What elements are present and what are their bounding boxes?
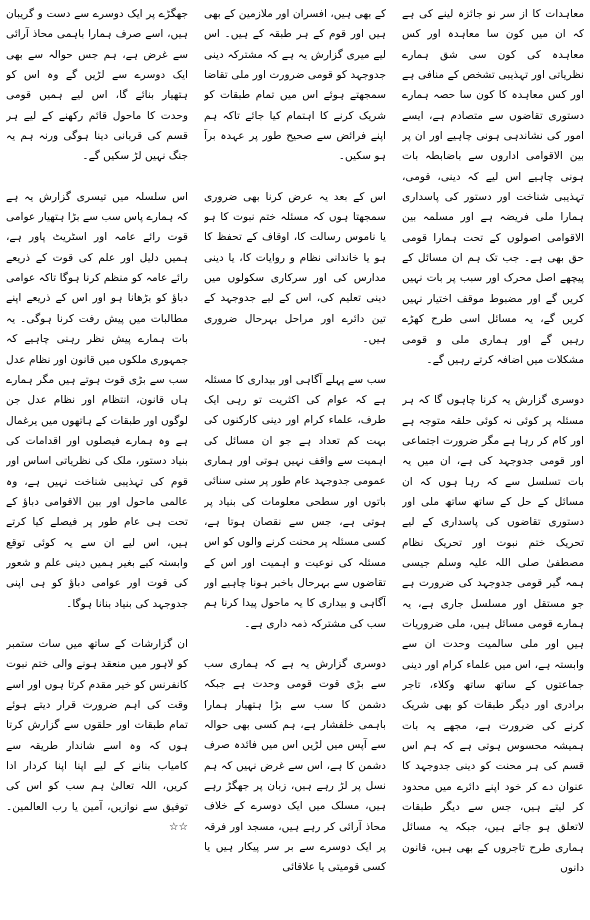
paragraph-gap bbox=[402, 370, 584, 390]
paragraph: معاہدات کا از سر نو جائزہ لینے کی ہے کہ ان میں کون سا معاہدہ اور کس معاہدہ کی کون سی شق ہمارے نظریاتی اور تہذیبی تشخص کے منافی ہے اور کس معاہدہ کا کون سا حصہ ہمارے دستوری تقاضوں سے متصادم ہے، ایسے امور کی نشاندہی ہونی چاہیے اور ان پر بین الاقوامی اداروں سے باضابطہ بات ہونی چاہیے اس لیے کہ دینی، قومی، تہذیبی شناخت اور دستور کی پاسداری ہمارا ملی فریضہ ہے اور مسلمہ بین الاقوامی اصولوں کے تحت ہمارا قومی حق بھی ہے۔ جب تک ہم ان مسائل کے پیچھے اصل محرک اور سبب پر بات نہیں کریں گے اور مضبوط موقف اختیار نہیں کریں گے، یہ مسائل اسی طرح کھڑے رہیں گے اور ہماری ملی و قومی مشکلات میں اضافہ کرتے رہیں گے۔ bbox=[402, 8, 584, 366]
paragraph: سب سے پہلے آگاہی اور بیداری کا مسئلہ ہے کہ عوام کی اکثریت تو رہی ایک طرف، علماء کرام اور دینی کارکنوں کی بہت کم تعداد ہے جو ان مسائل کی اہمیت سے واقف نہیں ہوتی اور ہماری عمومی جدوجہد عام طور پر سنی سنائی باتوں اور سطحی معلومات کی بنیاد پر ہوتی ہے، جس سے نقصان ہوتا ہے، کسی مسئلہ پر محنت کرنے والوں کو اس مسئلہ کی نوعیت و اہمیت اور اس کے تقاضوں سے بہرحال باخبر ہونا چاہیے اور آگاہی و بیداری کا یہ ماحول پیدا کرنا ہم سب کی مشترکہ ذمہ داری ہے۔ bbox=[204, 373, 386, 630]
paragraph: اس سلسلہ میں تیسری گزارش یہ ہے کہ ہمارے پاس سب سے بڑا ہتھیار عوامی قوت رائے عامہ اور اسٹریٹ پاور ہے، ہمیں دلیل اور علم کی قوت کے ذریعے رائے عامہ کو منظم کرنا ہوگا تاکہ عوامی دباؤ کو بڑھانا ہو اور اس کے ذریعے اپنے مطالبات میں پیش رفت کرنا ہوگی۔ یہ بات ہمارے پیش نظر رہنی چاہیے کہ جمہوری ملکوں میں قانون اور نظام عدل سب سے بڑی قوت ہوتے ہیں مگر ہمارے ہاں قانون، انتظام اور نظام عدل جن لوگوں اور طبقات کے ہاتھوں میں یرغمال ہے وہ ہمارے فیصلوں اور اقدامات کی بنیاد دستور، ملک کی نظریاتی اساس اور قوم کی تہذیبی شناخت نہیں ہے، وہ عالمی ماحول اور بین الاقوامی دباؤ کے تحت ہی عام طور پر فیصلے کیا کرتے ہیں، اس لیے ان سے یہ کوئی توقع وابستہ کیے بغیر ہمیں دینی علم و شعور کی قوت اور عوامی دباؤ کو ہی اپنی جدوجہد کی بنیاد بنانا ہوگا۔ bbox=[6, 190, 188, 610]
paragraph: جھگڑے پر ایک دوسرے سے دست و گریبان ہیں، اسے صرف ہمارا باہمی محاذ آرائی سے غرض ہے، ہم جس حوالہ سے بھی ایک دوسرے سے لڑیں گے وہ اس کو ہتھیار بنائے گا، اس لیے ہمیں قومی وحدت کا ماحول قائم رکھنے کے لیے ہر قسم کی قربانی دینا ہوگی ورنہ ہم یہ جنگ نہیں لڑ سکیں گے۔ bbox=[6, 8, 188, 163]
text-column-middle bbox=[204, 4, 386, 916]
paragraph-gap bbox=[204, 350, 386, 370]
paragraph: اس کے بعد یہ عرض کرنا بھی ضروری سمجھتا ہوں کہ مسئلہ ختم نبوت کا ہو یا ناموس رسالت کا، اوقاف کے تحفظ کا ہو یا خاندانی نظام و روایات کا، یا دینی مدارس کی اور سرکاری سکولوں میں دینی تعلیم کی، اس کے لیے جدوجہد کے تین دائرے اور مراحل بہرحال ضروری ہیں۔ bbox=[204, 190, 386, 346]
text-column-left bbox=[6, 4, 188, 916]
paragraph-gap bbox=[6, 167, 188, 187]
paragraph: دوسری گزارش یہ ہے کہ ہماری سب سے بڑی قوت قومی وحدت ہے جبکہ دشمن کا سب سے بڑا ہتھیار ہمارا باہمی خلفشار ہے، ہم کسی بھی حوالہ سے آپس میں لڑیں اس میں فائدہ صرف دشمن کا ہے، اس سے غرض نہیں کہ ہم نسل پر لڑ رہے ہیں، زبان پر جھگڑ رہے ہیں، مسلک میں ایک دوسرے کے خلاف محاذ آرائی کر رہے ہیں، مسجد اور فرقہ پر ایک دوسرے سے بر سر پیکار ہیں یا کسی قومیتی یا علاقائی bbox=[204, 657, 386, 874]
paragraph: دوسری گزارش یہ کرنا چاہوں گا کہ ہر مسئلہ پر کوئی نہ کوئی حلقہ متوجہ ہے اور کام کر رہا ہے مگر ضرورت اجتماعی اور قومی جدوجہد کی ہے، ان میں یہ بات تسلسل سے کہ رہا ہوں کہ ان مسائل کے حل کے ساتھ ساتھ ملی اور دستوری تقاضوں کی پاسداری کے لیے تحریک ختم نبوت اور تحریک نظام مصطفیٰ صلی اللہ علیہ وسلم جیسی ہمہ گیر قومی جدوجہد کی ضرورت ہے جو مستقل اور مسلسل جاری ہے، یہ ہمارے قومی مسائل ہیں، ملی ضروریات ہیں اور ملی سالمیت وحدت ان سے وابستہ ہے، اس میں علماء کرام اور دینی جماعتوں کے ساتھ ساتھ وکلاء، تاجر برادری اور دیگر طبقات کو بھی شریک کرنے کی ضرورت ہے، مجھے یہ بات ہمیشہ محسوس ہوتی ہے کہ ہم اس قسم کی ہر محنت کو دینی جدوجہد کا عنوان دے کر خود اپنے دائرے میں محدود کر لیتے ہیں، جس سے دیگر طبقات لاتعلق ہو جاتے ہیں، جبکہ یہ مسائل ہماری طرح تاجروں کے بھی ہیں، قانون دانوں bbox=[402, 394, 584, 875]
paragraph: ان گزارشات کے ساتھ میں سات ستمبر کو لاہور میں منعقد ہونے والی ختم نبوت کانفرنس کو خیر مقدم کرتا ہوں اور اسے وقت کی اہم ضرورت قرار دیتے ہوئے تمام طبقات اور حلقوں سے گزارش کرتا ہوں کہ وہ اسے شاندار طریقہ سے کامیاب بنانے کے لیے اپنا اپنا کردار ادا کریں، اللہ تعالیٰ ہم سب کو اس کی توفیق سے نوازیں، آمین یا رب العالمین۔ ☆☆ bbox=[6, 637, 188, 834]
paragraph-gap bbox=[204, 634, 386, 654]
paragraph-gap bbox=[204, 167, 386, 187]
paragraph: کے بھی ہیں، افسران اور ملازمین کے بھی ہیں اور قوم کے ہر طبقہ کے ہیں۔ اس لیے میری گزارش یہ ہے کہ مشترکہ دینی جدوجہد کو قومی ضرورت اور ملی تقاضا سمجھتے ہوئے اس میں تمام طبقات کو شریک کرنے کا اہتمام کیا جائے تاکہ ہم اپنے فرائض سے صحیح طور پر عہدہ برآ ہو سکیں۔ bbox=[204, 8, 386, 163]
paragraph-gap bbox=[6, 614, 188, 634]
text-column-right bbox=[402, 4, 584, 916]
